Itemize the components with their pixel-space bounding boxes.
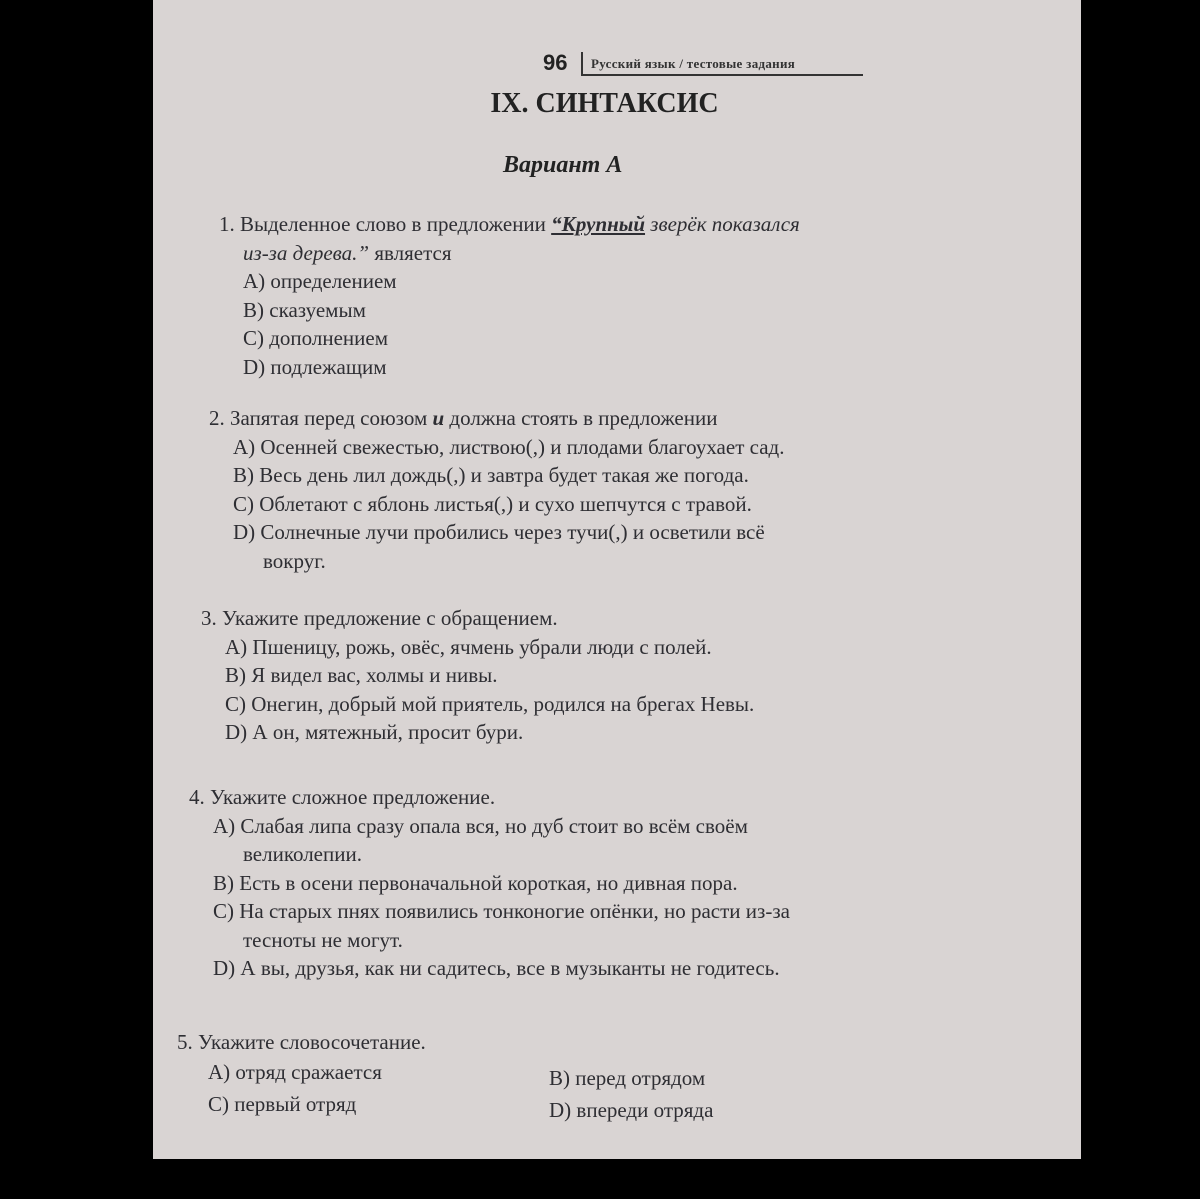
q2-option-d-cont: вокруг. [263, 548, 326, 573]
q2-stem-end: должна стоять в предложении [444, 406, 718, 430]
question-5-stem: 5. Укажите словосочетание. [177, 1030, 426, 1054]
q2-conjunction: и [432, 406, 445, 430]
question-1-stem-cont [219, 239, 800, 268]
q5-option-a: А) отряд сражается [208, 1060, 382, 1084]
q2-option-c: С) Облетают с яблонь листья(,) и сухо шепчутся с травой. [233, 491, 752, 516]
question-2-stem [209, 404, 784, 433]
question-1 [219, 210, 800, 381]
q5-option-c: С) первый отряд [208, 1092, 357, 1116]
q3-option-a: А) Пшеницу, рожь, овёс, ячмень убрали люди с полей. [225, 634, 712, 659]
q1-option-a: А) определением [243, 269, 397, 293]
q1-highlighted-word: “Крупный [551, 212, 646, 236]
q3-option-c: С) Онегин, добрый мой приятель, родился на брегах Невы. [225, 691, 755, 716]
q1-option-b: В) сказуемым [243, 297, 366, 322]
q1-quote-end: из-за дерева.” [243, 240, 370, 265]
q2-stem-text: 2. Запятая перед союзом [209, 406, 433, 430]
running-title: Русский язык / тестовые задания [591, 56, 796, 71]
q3-option-d: D) А он, мятежный, просит бури. [225, 720, 524, 744]
section-title-wrap [153, 88, 1081, 120]
page-header [543, 50, 863, 76]
textbook-page [153, 0, 1081, 1159]
question-4-stem: 4. Укажите сложное предложение. [189, 785, 496, 809]
page-number: 96 [543, 50, 568, 75]
q4-option-c-cont: тесноты не могут. [243, 927, 403, 952]
q3-option-b: В) Я видел вас, холмы и нивы. [225, 663, 498, 687]
q4-option-c: С) На старых пнях появились тонконогие опёнки, но расти из-за [213, 899, 790, 923]
header-rule [583, 74, 863, 76]
question-5 [177, 1028, 426, 1057]
q4-option-a: А) Слабая липа сразу опала вся, но дуб стоит во всём своём [213, 813, 748, 838]
section-title: IX. СИНТАКСИС [490, 88, 719, 119]
q2-option-d: D) Солнечные лучи пробились через тучи(,) и осветили всё [233, 520, 765, 544]
q5-option-b: В) перед отрядом [549, 1066, 706, 1090]
q4-option-a-cont: великолепии. [243, 842, 362, 866]
question-3 [201, 604, 754, 747]
variant-title: Вариант А [503, 152, 623, 178]
q4-option-d: D) А вы, друзья, как ни садитесь, все в музыканты не годитесь. [213, 956, 780, 980]
q2-option-b: В) Весь день лил дождь(,) и завтра будет такая же погода. [233, 463, 749, 487]
q1-stem-end: является [369, 240, 452, 265]
question-1-stem [219, 210, 800, 239]
q1-option-c: С) дополнением [243, 326, 389, 350]
question-4 [189, 783, 790, 983]
q2-option-a: А) Осенней свежестью, листвою(,) и плодами благоухает сад. [233, 434, 785, 459]
q1-stem-text: 1. Выделенное слово в предложении [219, 212, 552, 236]
q1-option-d: D) подлежащим [243, 354, 387, 379]
q1-quote-rest: зверёк показался [645, 212, 800, 236]
header-divider [581, 52, 583, 76]
q5-option-d: D) впереди отряда [549, 1098, 714, 1122]
question-3-stem: 3. Укажите предложение с обращением. [201, 606, 558, 630]
q4-option-b: В) Есть в осени первоначальной короткая, но дивная пора. [213, 870, 738, 895]
question-2 [209, 404, 784, 575]
